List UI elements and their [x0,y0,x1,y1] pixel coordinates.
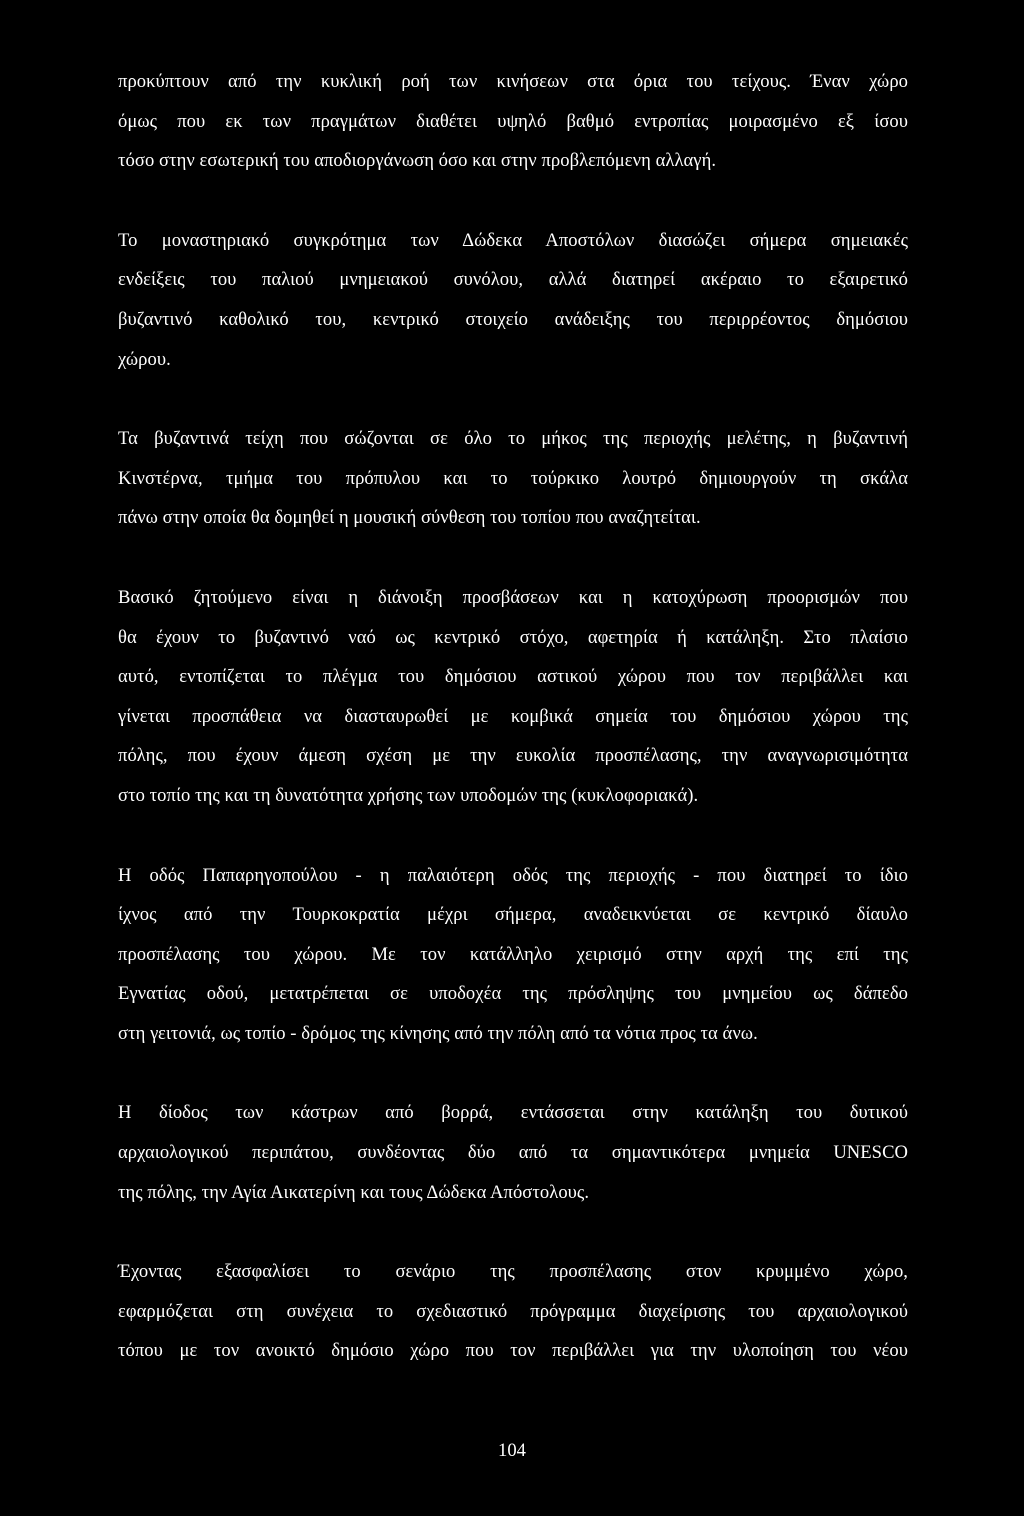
text-line: Τα βυζαντινά τείχη που σώζονται σε όλο το μήκος της περιοχής μελέτης, η βυζαντινή [118,428,908,450]
text-line: τόσο στην εσωτερική του αποδιοργάνωση όσο και στην προβλεπόμενη αλλαγή. [118,150,717,172]
paragraph-gap [118,1212,908,1252]
text-line: προσπέλασης του χώρου. Με τον κατάλληλο χειρισμό στην αρχή της επί της [118,943,908,965]
text-line: πόλης, που έχουν άμεση σχέση με την ευκολία προσπέλασης, την αναγνωρισιμότητα [118,745,908,767]
text-line: ενδείξεις του παλιού μνημειακού συνόλου, αλλά διατηρεί ακέραιο το εξαιρετικό [118,269,908,291]
text-line: Η οδός Παπαρηγοπούλου - η παλαιότερη οδός της περιοχής - που διατηρεί το ίδιο [118,864,908,886]
paragraph-gap [118,538,908,578]
text-line: αυτό, εντοπίζεται το πλέγμα του δημόσιου αστικού χώρου που τον περιβάλλει και [118,666,908,688]
text-line: θα έχουν το βυζαντινό ναό ως κεντρικό στόχο, αφετηρία ή κατάληξη. Στο πλαίσιο [118,626,908,648]
text-line: της πόλης, την Αγία Αικατερίνη και τους Δώδεκα Απόστολους. [118,1181,590,1203]
paragraph-5 [118,856,908,1054]
text-line: εφαρμόζεται στη συνέχεια το σχεδιαστικό πρόγραμμα διαχείρισης του αρχαιολογικού [118,1300,908,1322]
text-line: Έχοντας εξασφαλίσει το σενάριο της προσπέλασης στον κρυμμένο χώρο, [118,1261,908,1283]
text-line: αρχαιολογικού περιπάτου, συνδέοντας δύο από τα σημαντικότερα μνημεία UNESCO [118,1142,908,1164]
text-line: Εγνατίας οδού, μετατρέπεται σε υποδοχέα της πρόσληψης του μνημείου ως δάπεδο [118,983,908,1005]
paragraph-1 [118,62,908,181]
paragraph-gap [118,181,908,221]
text-line: στη γειτονιά, ως τοπίο - δρόμος της κίνησης από την πόλη από τα νότια προς τα άνω. [118,1022,758,1044]
text-line: όμως που εκ των πραγμάτων διαθέτει υψηλό βαθμό εντροπίας μοιρασμένο εξ ίσου [118,110,908,132]
document-body [118,62,908,1371]
text-line: Κινστέρνα, τμήμα του πρόπυλου και το τούρκικο λουτρό δημιουργούν τη σκάλα [118,467,908,489]
text-line: Βασικό ζητούμενο είναι η διάνοιξη προσβάσεων και η κατοχύρωση προορισμών που [118,586,908,608]
text-line: πάνω στην οποία θα δομηθεί η μουσική σύνθεση του τοπίου που αναζητείται. [118,507,701,529]
text-line: Η δίοδος των κάστρων από βορρά, εντάσσεται στην κατάληξη του δυτικού [118,1102,908,1124]
text-line: χώρου. [118,348,171,370]
paragraph-3 [118,419,908,538]
paragraph-gap [118,816,908,856]
paragraph-6 [118,1093,908,1212]
paragraph-gap [118,379,908,419]
paragraph-2 [118,221,908,379]
paragraph-7 [118,1252,908,1371]
text-line: Το μοναστηριακό συγκρότημα των Δώδεκα Αποστόλων διασώζει σήμερα σημειακές [118,229,908,251]
text-line: προκύπτουν από την κυκλική ροή των κινήσεων στα όρια του τείχους. Έναν χώρο [118,71,908,92]
paragraph-4 [118,578,908,816]
text-line: βυζαντινό καθολικό του, κεντρικό στοιχείο ανάδειξης του περιρρέοντος δημόσιου [118,308,908,330]
page-number: 104 [498,1440,526,1461]
text-line: στο τοπίο της και τη δυνατότητα χρήσης των υποδομών της (κυκλοφοριακά). [118,784,699,806]
text-line: ίχνος από την Τουρκοκρατία μέχρι σήμερα, αναδεικνύεται σε κεντρικό δίαυλο [118,904,908,926]
text-line: γίνεται προσπάθεια να διασταυρωθεί με κομβικά σημεία του δημόσιου χώρου της [118,705,908,727]
paragraph-gap [118,1053,908,1093]
text-line: τόπου με τον ανοικτό δημόσιο χώρο που τον περιβάλλει για την υλοποίηση του νέου [118,1340,908,1362]
